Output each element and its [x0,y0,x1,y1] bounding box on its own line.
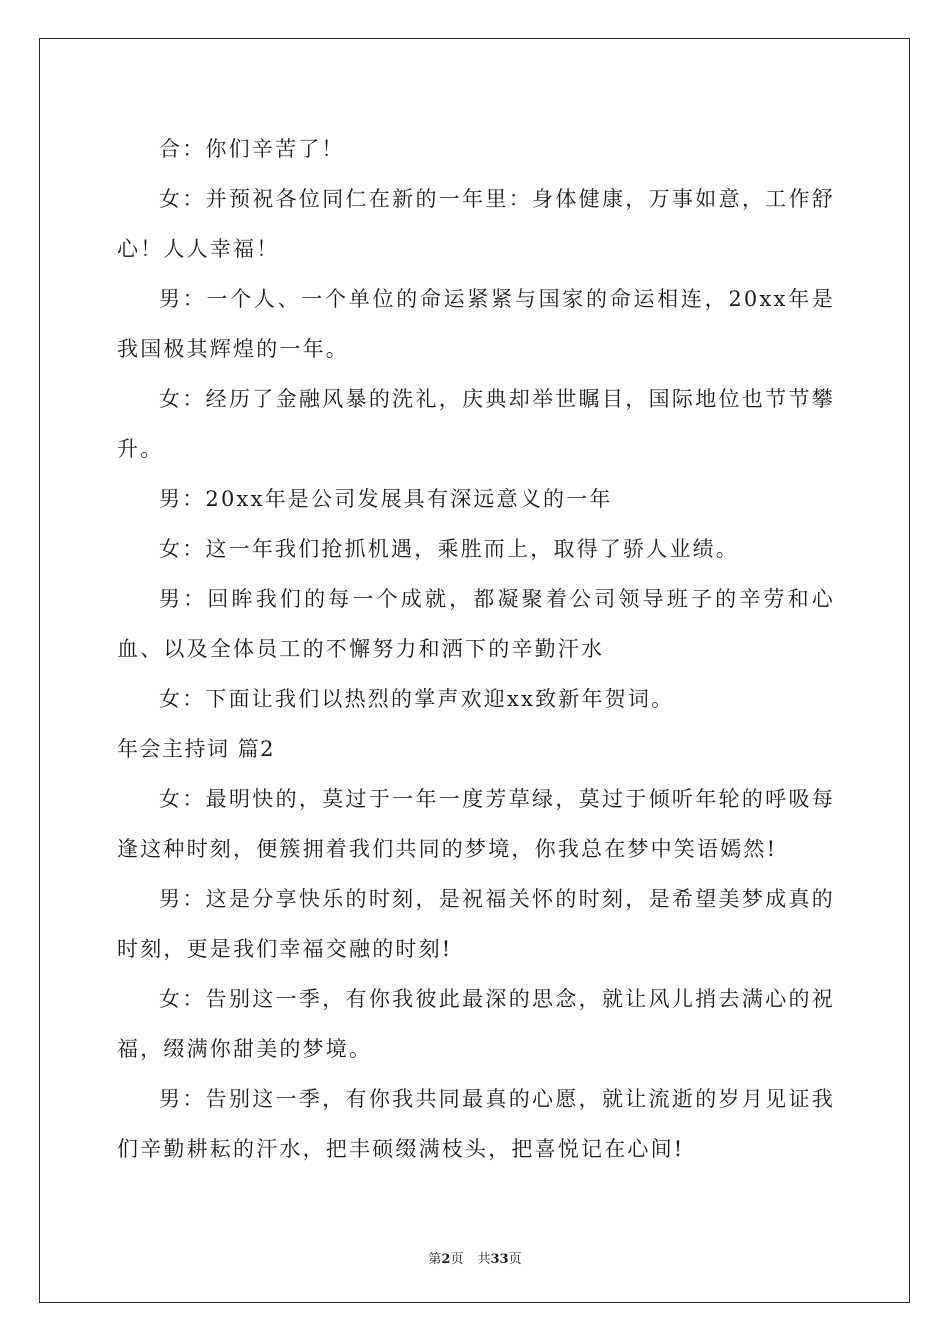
document-body [117,124,835,1174]
paragraph: 女：告别这一季，有你我彼此最深的思念，就让风儿捎去满心的祝福，缀满你甜美的梦境。 [117,987,835,1061]
paragraph: 女：下面让我们以热烈的掌声欢迎xx致新年贺词。 [159,687,675,711]
paragraph: 男：一个人、一个单位的命运紧紧与国家的命运相连，20xx年是我国极其辉煌的一年。 [117,287,835,361]
paragraph: 合：你们辛苦了！ [159,137,345,161]
page-number: 2 [441,1252,451,1267]
total-prefix: 共 [477,1252,491,1267]
total-suffix: 页 [508,1252,522,1267]
paragraph: 女：并预祝各位同仁在新的一年里：身体健康，万事如意，工作舒心！人人幸福！ [117,187,835,261]
paragraph: 女：经历了金融风暴的洗礼，庆典却举世瞩目，国际地位也节节攀升。 [117,387,835,461]
paragraph: 女：这一年我们抢抓机遇，乘胜而上，取得了骄人业绩。 [159,537,739,561]
paragraph: 男：告别这一季，有你我共同最真的心愿，就让流逝的岁月见证我们辛勤耕耘的汗水，把丰硕缀满枝头，把喜悦记在心间! [117,1087,835,1161]
paragraph: 男：这是分享快乐的时刻，是祝福关怀的时刻，是希望美梦成真的时刻，更是我们幸福交融的时刻! [117,887,835,961]
section-heading: 年会主持词 篇2 [117,737,276,761]
paragraph: 男：回眸我们的每一个成就，都凝聚着公司领导班子的辛劳和心血、以及全体员工的不懈努力和洒下的辛勤汗水 [117,587,835,661]
page-prefix: 第 [428,1252,442,1267]
page-footer [0,1248,950,1267]
page-suffix: 页 [450,1252,464,1267]
paragraph: 男：20xx年是公司发展具有深远意义的一年 [159,487,613,511]
page-total: 33 [490,1252,509,1267]
paragraph: 女：最明快的，莫过于一年一度芳草绿，莫过于倾听年轮的呼吸每逢这种时刻，便簇拥着我们共同的梦境，你我总在梦中笑语嫣然! [117,787,835,861]
